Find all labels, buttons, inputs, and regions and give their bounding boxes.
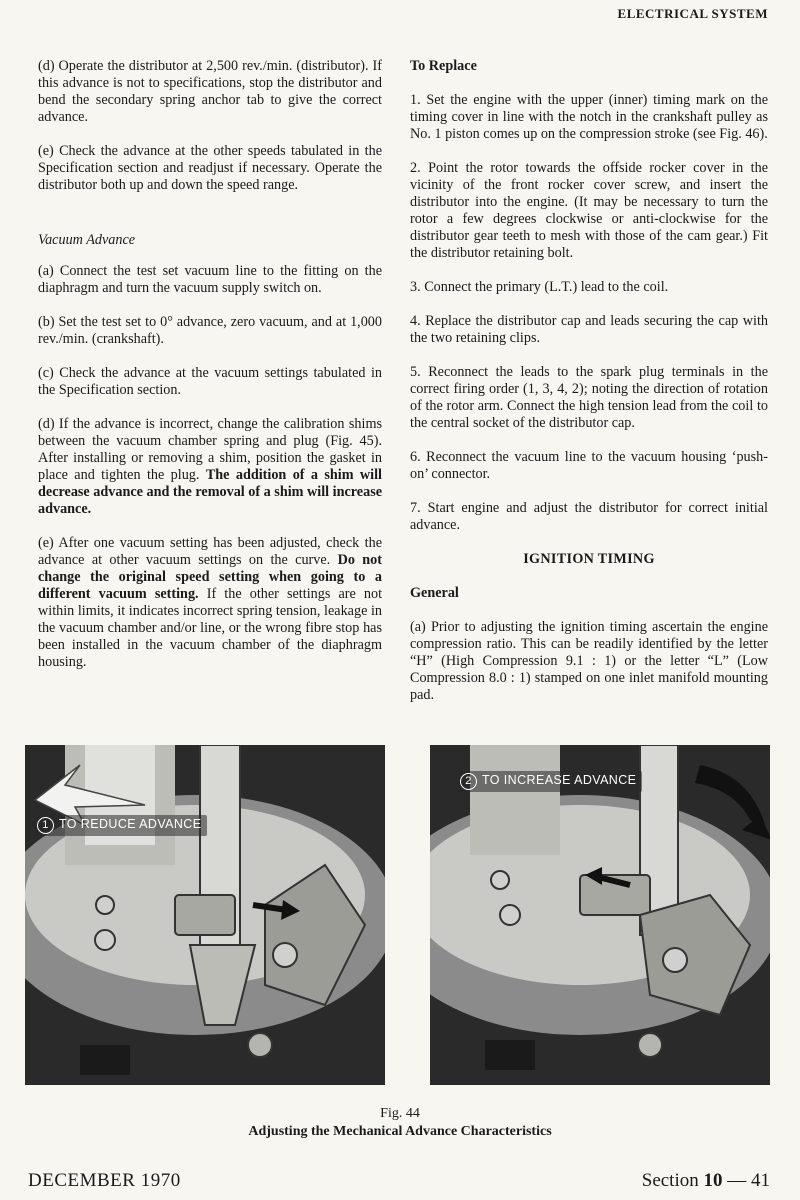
replace-step-5: 5. Reconnect the leads to the spark plug terminals in the correct firing order (1, 3, 4, 2); noting the direction of rotation of the rotor arm. Connect the high tension lead from the coil to the central socket of the distributor cap. [410,364,768,431]
reduce-advance-text: TO REDUCE ADVANCE [59,817,202,831]
label-number-2: 2 [460,773,477,790]
increase-advance-label [456,771,642,792]
figure-caption [0,1105,800,1141]
para-d-vacuum [38,416,382,518]
to-replace-heading: To Replace [410,58,477,74]
general-heading: General [410,585,459,601]
replace-step-7: 7. Start engine and adjust the distributor for correct initial advance. [410,500,768,533]
para-e-vacuum [38,535,382,671]
para-e-vacuum-end: If the other settings are not within limits, it indicates incorrect spring tension, leakage in the vacuum chamber and/or line, or the wrong fibre stop has been installed in the vacuum chamber of the diaphragm housing. [38,586,383,670]
para-a-vacuum: (a) Connect the test set vacuum line to the fitting on the diaphragm and turn the vacuum supply switch on. [38,263,382,296]
ignition-timing-heading: IGNITION TIMING [523,551,655,567]
distributor-illustration-right [430,745,770,1085]
para-c-vacuum: (c) Check the advance at the vacuum settings tabulated in the Specification section. [38,365,382,398]
para-d-speed: (d) Operate the distributor at 2,500 rev./min. (distributor). If this advance is not to specifications, stop the distributor and bend the secondary spring anchor tab to give the correct advance. [38,58,382,125]
replace-step-3: 3. Connect the primary (L.T.) lead to the coil. [410,279,669,295]
increase-advance-text: TO INCREASE ADVANCE [482,773,637,787]
footer-date: DECEMBER 1970 [28,1170,181,1191]
replace-step-1: 1. Set the engine with the upper (inner) timing mark on the timing cover in line with the notch in the crankshaft pulley as No. 1 piston comes up on the compression stroke (see Fig. 46). [410,92,768,142]
figure-increase-advance [430,745,770,1085]
para-e-speed: (e) Check the advance at the other speeds tabulated in the Specification section and readjust if necessary. Operate the distributor both up and down the speed range. [38,143,382,193]
reduce-advance-label [33,815,207,836]
vacuum-advance-heading: Vacuum Advance [38,232,136,248]
para-e-vacuum-bold: Do not change the original speed setting when going to a different vacuum setting. [38,552,382,602]
replace-step-6: 6. Reconnect the vacuum line to the vacuum housing ‘push-on’ connector. [410,449,768,482]
para-e-vacuum-text: (e) After one vacuum setting has been adjusted, check the advance at other vacuum settings on the curve. [38,535,382,568]
right-column [410,58,768,721]
replace-step-4: 4. Replace the distributor cap and leads securing the cap with the two retaining clips. [410,313,768,346]
label-number-1: 1 [37,817,54,834]
section-number: 10 [703,1170,723,1191]
running-header: ELECTRICAL SYSTEM [617,6,768,21]
para-d-vacuum-text: (d) If the advance is incorrect, change the calibration shims between the vacuum chamber spring and plug (Fig. 45). After installing or removing a shim, position the gasket in place and tighten the plug. [38,416,382,483]
page-number: — 41 [727,1170,770,1191]
para-d-vacuum-bold: The addition of a shim will decrease advance and the removal of a shim will increase advance. [38,467,383,517]
distributor-illustration-left [25,745,385,1085]
para-b-vacuum: (b) Set the test set to 0° advance, zero vacuum, and at 1,000 rev./min. (crankshaft). [38,314,382,347]
figure-title: Adjusting the Mechanical Advance Characteristics [248,1124,552,1139]
general-text: (a) Prior to adjusting the ignition timing ascertain the engine compression ratio. This can be readily identified by the letter “H” (High Compression 9.1 : 1) or the letter “L” (Low Compression 8.0 : 1) stamped on one inlet manifold mounting pad. [410,619,768,703]
figure-reduce-advance [25,745,385,1085]
replace-step-2: 2. Point the rotor towards the offside rocker cover in the vicinity of the front rocker cover screw, and insert the distributor into the engine. (It may be necessary to turn the rotor a few degrees clockwise or anti-clockwise for the distributor gear teeth to mesh with those of the cam gear.) Fit the distributor retaining bolt. [410,160,768,261]
figure-number: Fig. 44 [380,1106,420,1121]
footer-page-ref [642,1170,770,1192]
section-prefix: Section [641,1170,699,1191]
left-column [38,58,382,688]
